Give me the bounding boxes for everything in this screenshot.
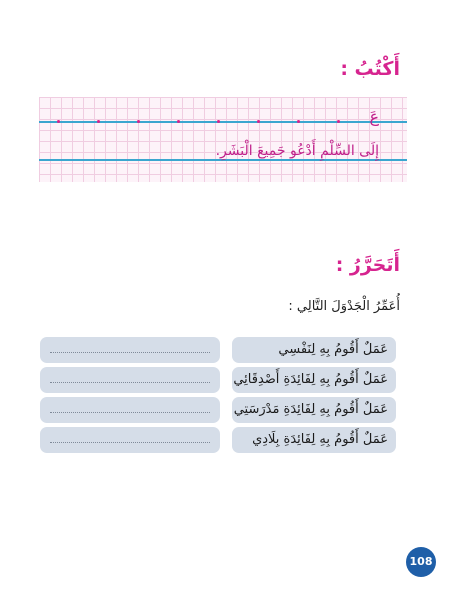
model-sentence: إِلَى السِّلْمِ أَدْعُو جَمِيعَ الْبَشَرِ. [215,143,379,159]
table-row [40,427,396,453]
dotted-line [50,442,210,443]
guide-dot [137,120,140,123]
model-letter: عَ [369,107,379,126]
row-label: عَمَلٌ أَقُومُ بِهِ لِفَائِدَةِ مَدْرَسَتِي [232,397,396,423]
dotted-line [50,352,210,353]
guide-line-bottom [39,159,407,161]
dotted-line [50,382,210,383]
row-label: عَمَلٌ أَقُومُ بِهِ لِفَائِدَةِ بِلَادِي [232,427,396,453]
guide-dot [177,120,180,123]
row-label: عَمَلٌ أَقُومُ بِهِ لِنَفْسِي [232,337,396,363]
table-row [40,367,396,393]
page-number-badge: 108 [406,547,436,577]
guide-dot [257,120,260,123]
answer-field[interactable] [40,367,220,393]
guide-dot [217,120,220,123]
table-row [40,337,396,363]
answer-field[interactable] [40,427,220,453]
table-row [40,397,396,423]
dotted-line [50,412,210,413]
handwriting-grid [39,97,407,182]
table-instruction: أُعَمِّرُ الْجَدْوَلَ التَّالِي : [288,299,400,314]
guide-dot [97,120,100,123]
guide-dot [57,120,60,123]
answer-field[interactable] [40,397,220,423]
guide-dot [337,120,340,123]
free-heading: أَتَحَرَّرُ : [335,254,400,276]
guide-line-top [39,121,407,123]
write-heading: أَكْتُبُ : [340,58,400,80]
answer-field[interactable] [40,337,220,363]
row-label: عَمَلٌ أَقُومُ بِهِ لِفَائِدَةِ أَصْدِقَائِي [232,367,396,393]
guide-dot [297,120,300,123]
